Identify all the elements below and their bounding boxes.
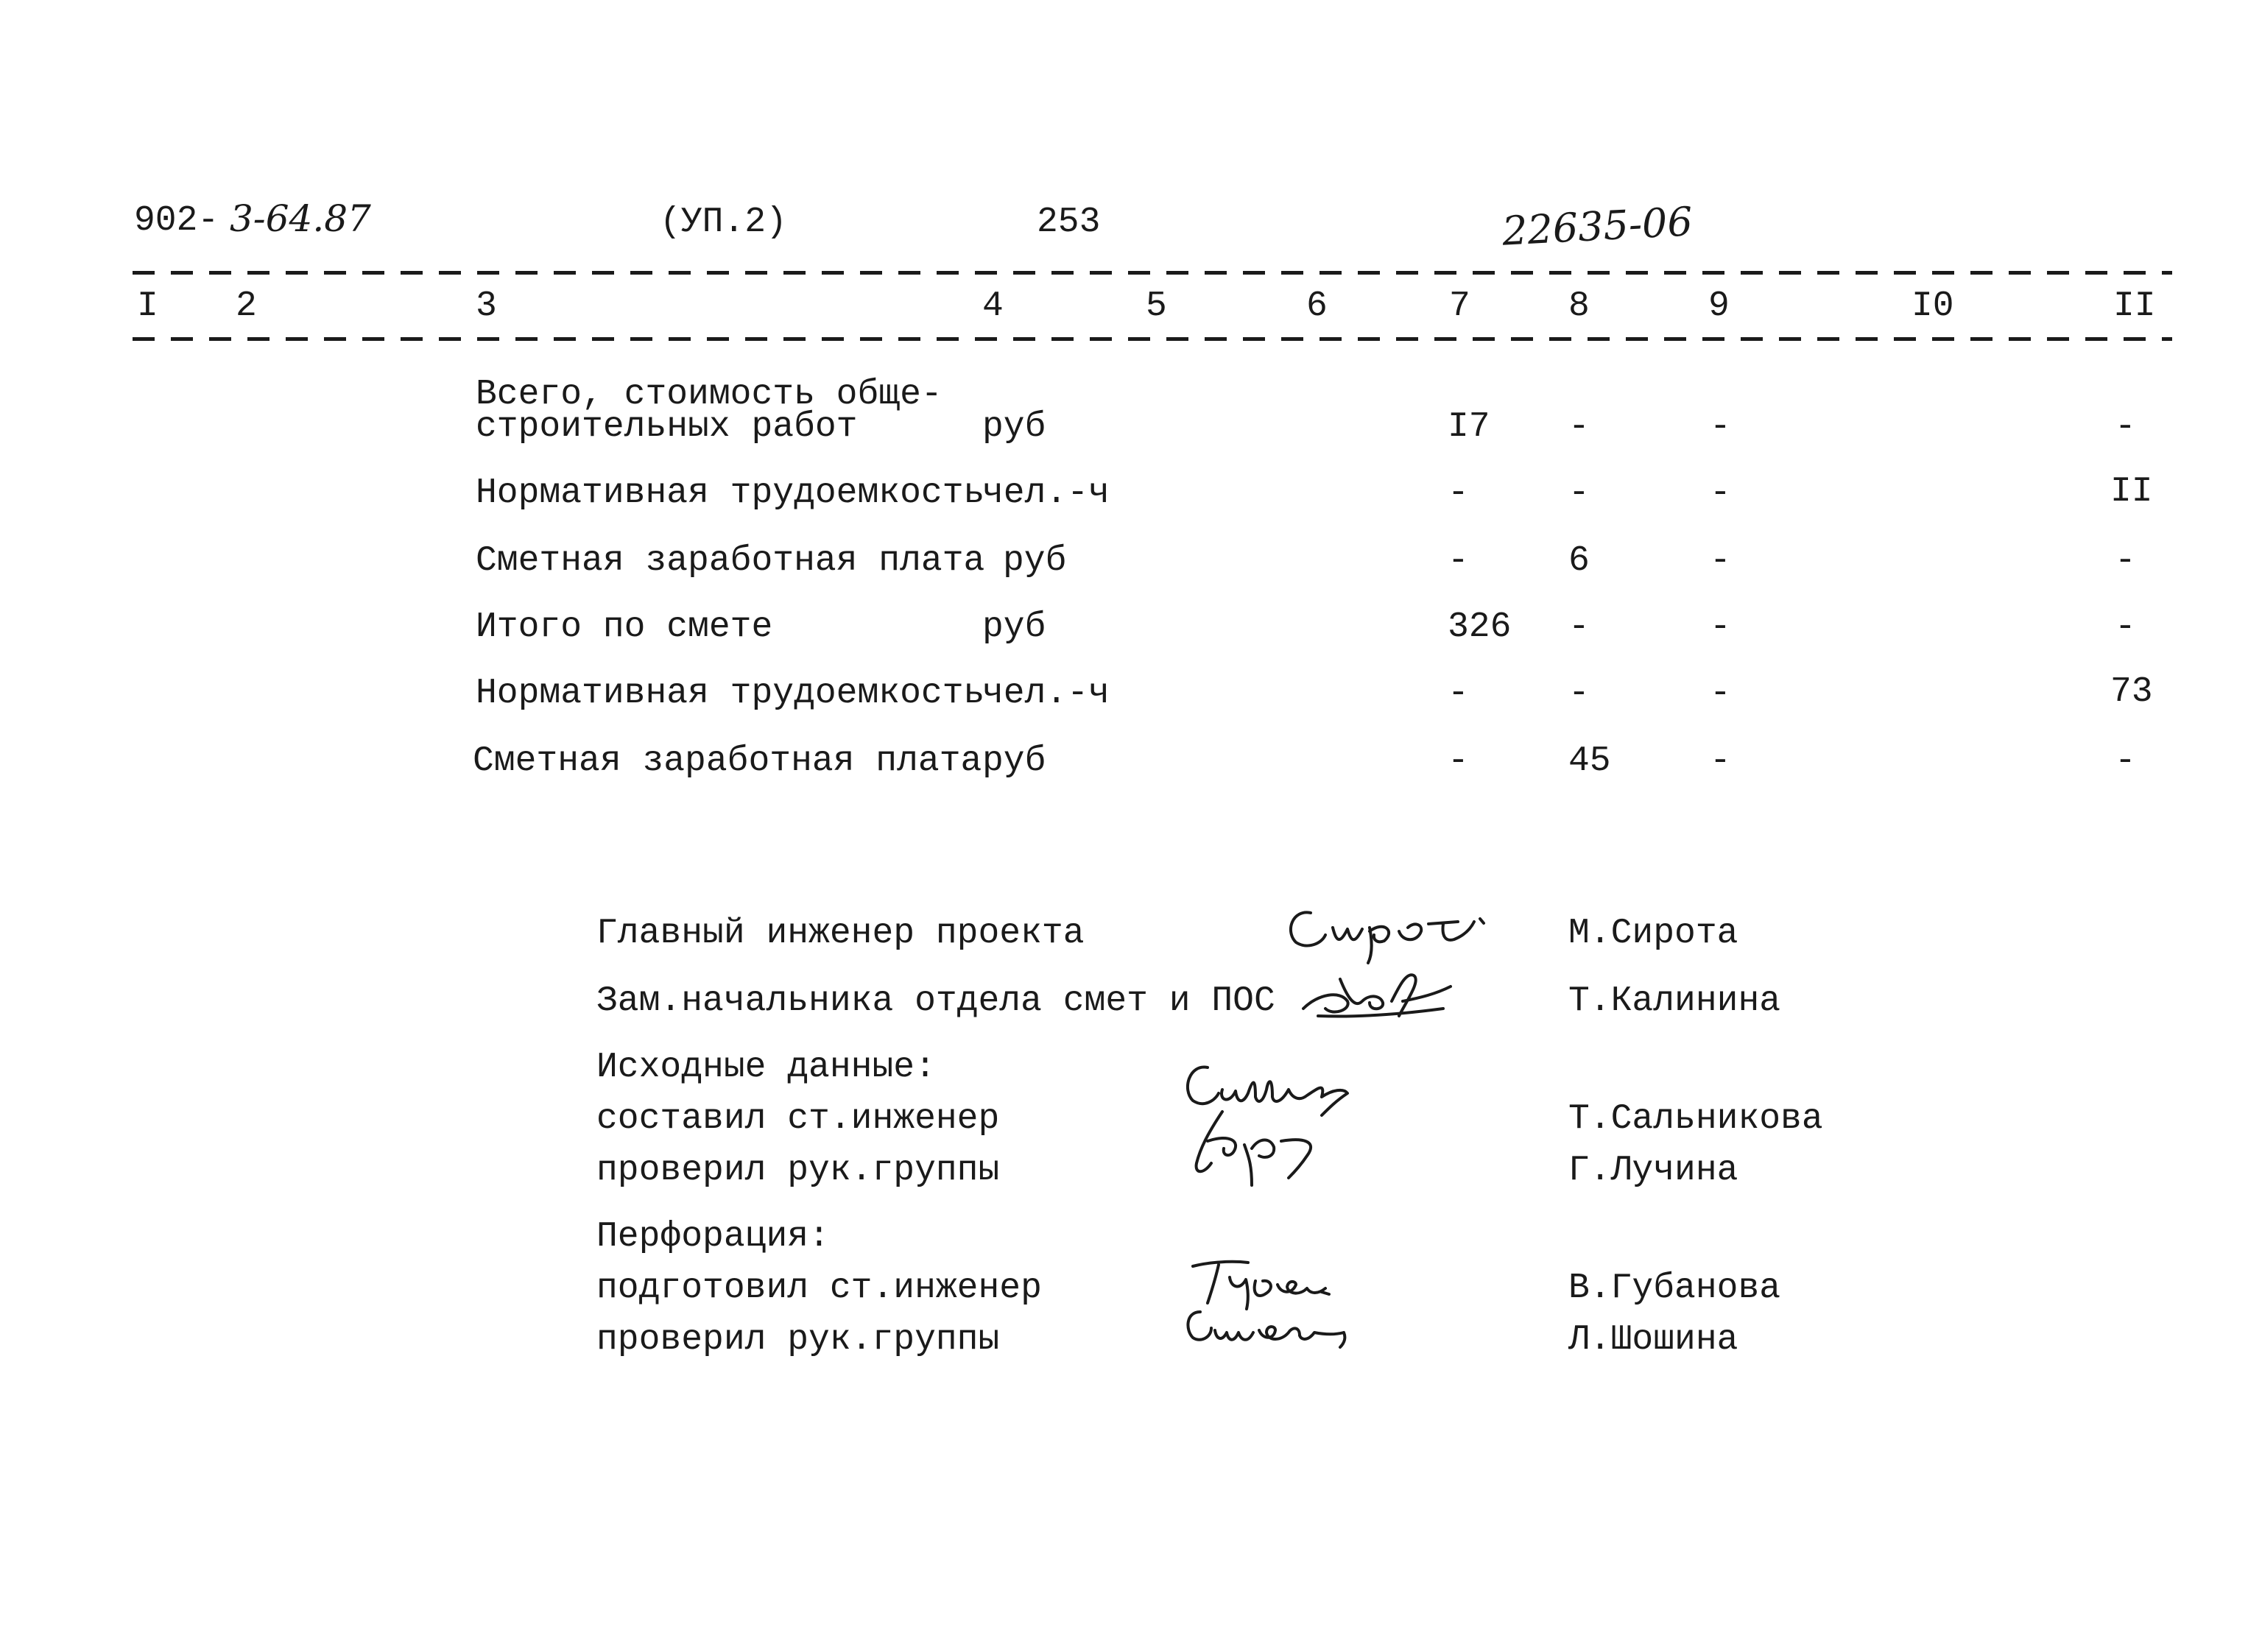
row-2-col-7: - [1448, 473, 1469, 513]
row-5-col-11: 73 [2110, 672, 2153, 712]
row-6-col-7: - [1448, 741, 1469, 781]
album-label: (УП.2) [660, 202, 787, 242]
row-2-col-9: - [1710, 473, 1731, 513]
row-2-col-11: II [2110, 472, 2153, 512]
row-1-col-7: I7 [1448, 407, 1490, 447]
row-2-col-8: - [1568, 473, 1590, 513]
signature-kalinina [1296, 957, 1465, 1031]
row-6-col-9: - [1710, 741, 1731, 781]
column-header-3: 3 [476, 286, 497, 326]
row-4-unit: руб [982, 607, 1046, 647]
row-3-col-7: - [1448, 541, 1469, 581]
section-perforation: Перфорация: [596, 1217, 830, 1257]
sig-role-checked-by-2: проверил рук.группы [596, 1320, 1000, 1360]
row-1-name-line-2: строительных работ [476, 407, 858, 447]
row-4-col-8: - [1568, 607, 1590, 647]
page-number: 253 [1037, 202, 1101, 242]
row-1-col-11: - [2115, 407, 2136, 447]
sig-name-salnikova: Т.Сальникова [1568, 1099, 1823, 1139]
column-header-7: 7 [1449, 286, 1470, 326]
section-source-data: Исходные данные: [596, 1048, 936, 1087]
header-top-rule [133, 271, 2172, 275]
row-6-name: Сметная заработная плата [473, 741, 982, 781]
row-5-unit: чел.-ч [982, 674, 1110, 713]
row-4-col-7: 326 [1448, 607, 1512, 647]
sig-name-kalinina: Т.Калинина [1568, 981, 1781, 1021]
row-3-col-8: 6 [1568, 541, 1590, 581]
row-2-name: Нормативная трудоемкость [476, 473, 985, 513]
sig-role-chief-engineer: Главный инженер проекта [596, 914, 1085, 953]
row-4-name: Итого по смете [476, 607, 773, 647]
column-header-5: 5 [1146, 286, 1167, 326]
sig-role-prepared-by: подготовил ст.инженер [596, 1268, 1042, 1308]
column-header-9: 9 [1708, 286, 1730, 326]
row-5-col-9: - [1710, 674, 1731, 713]
column-header-11: II [2113, 286, 2156, 326]
signature-shoshina [1178, 1297, 1370, 1356]
row-2-unit: чел.-ч [982, 473, 1110, 513]
column-header-1: I [137, 286, 158, 326]
sig-role-compiled-by: составил ст.инженер [596, 1099, 1000, 1139]
row-6-unit: руб [982, 741, 1046, 781]
signature-luchina [1178, 1104, 1347, 1193]
row-3-unit: руб [1003, 541, 1067, 581]
doc-code-handwritten: 3-64.87 [230, 197, 371, 240]
column-header-2: 2 [236, 286, 257, 326]
sig-role-deputy-head: Зам.начальника отдела смет и ПОС [596, 981, 1275, 1021]
row-6-col-8: 45 [1568, 741, 1611, 781]
sig-name-luchina: Г.Лучина [1568, 1151, 1738, 1190]
row-6-col-11: - [2115, 741, 2136, 781]
row-5-name: Нормативная трудоемкость [476, 674, 985, 713]
column-header-4: 4 [982, 286, 1004, 326]
row-3-name: Сметная заработная плата [476, 541, 985, 581]
row-4-col-11: - [2115, 607, 2136, 647]
row-5-col-7: - [1448, 674, 1469, 713]
column-header-8: 8 [1568, 286, 1590, 326]
sig-role-checked-by-1: проверил рук.группы [596, 1151, 1000, 1190]
signature-sirota [1281, 891, 1502, 964]
row-3-col-9: - [1710, 541, 1731, 581]
doc-code-printed: 902- [134, 201, 219, 241]
column-header-6: 6 [1306, 286, 1328, 326]
row-1-col-8: - [1568, 407, 1590, 447]
row-4-col-9: - [1710, 607, 1731, 647]
column-header-10: I0 [1912, 286, 1954, 326]
row-1-col-9: - [1710, 407, 1731, 447]
row-1-unit: руб [982, 407, 1046, 447]
row-5-col-8: - [1568, 674, 1590, 713]
sig-name-gubanova: В.Губанова [1568, 1268, 1781, 1308]
row-3-col-11: - [2115, 541, 2136, 581]
row-1-name-line-1: Всего, стоимость обще- [476, 375, 942, 414]
inventory-number: 22635-06 [1501, 198, 1694, 255]
sig-name-sirota: М.Сирота [1568, 914, 1738, 953]
sig-name-shoshina: Л.Шошина [1568, 1320, 1738, 1360]
header-bottom-rule [133, 337, 2172, 341]
